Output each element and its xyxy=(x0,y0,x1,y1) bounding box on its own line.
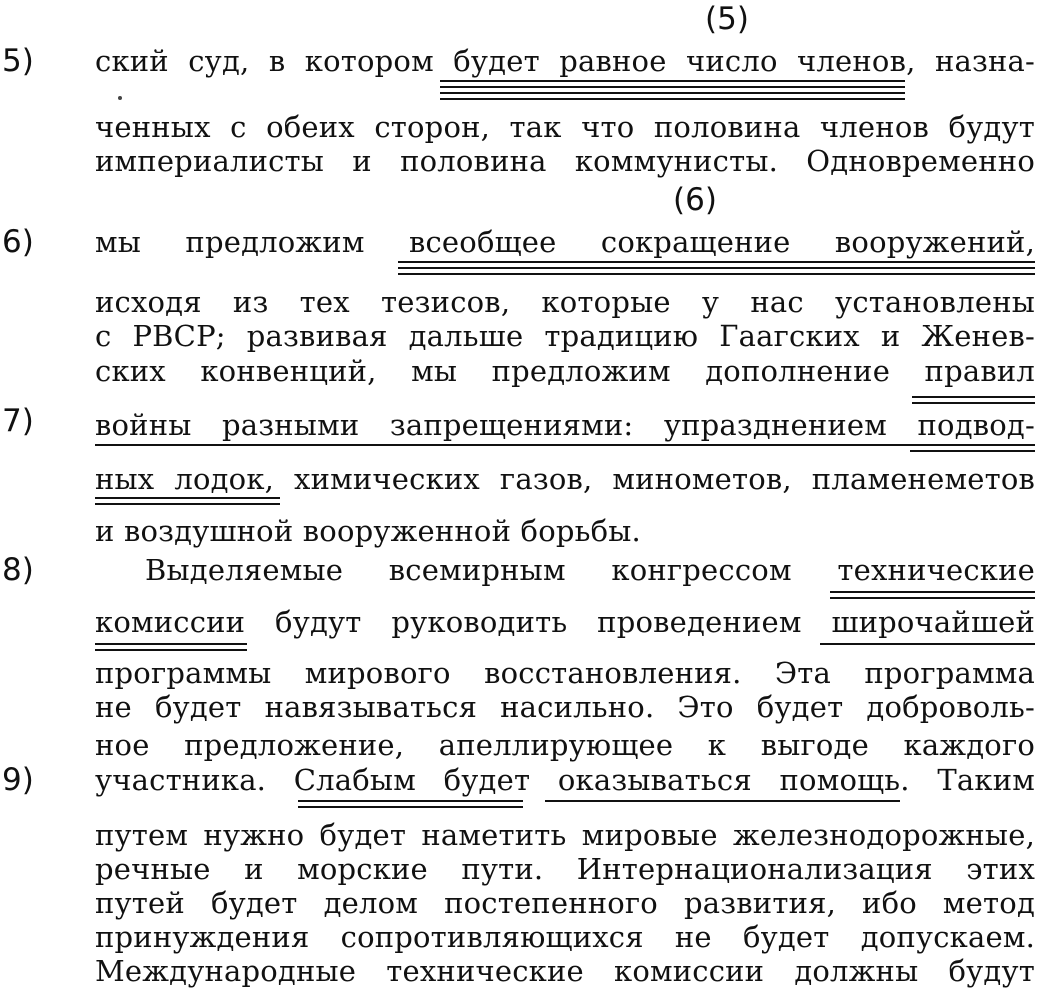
print-speck xyxy=(118,96,122,100)
text-line: с РВСР; развивая дальше традицию Гаагских и Женев- xyxy=(95,319,1035,353)
underline-9 xyxy=(298,806,523,808)
text-line: ских конвенций, мы предложим дополнение правил xyxy=(95,354,1035,388)
marker-6: (6) xyxy=(673,182,717,218)
underline-7 xyxy=(912,402,1035,404)
text-line: не будет навязываться насильно. Это будет доброволь- xyxy=(95,690,1035,724)
underline-8 xyxy=(95,643,247,645)
text-line: речные и морские пути. Интернационализация этих xyxy=(95,852,1035,886)
margin-number-7: 7) xyxy=(2,403,34,439)
text-line: империалисты и половина коммунисты. Одновременно xyxy=(95,144,1035,178)
underline-7 xyxy=(910,450,1035,452)
margin-number-8: 8) xyxy=(2,552,34,588)
underline-7 xyxy=(95,503,280,505)
text-line: войны разными запрещениями: упразднением подвод- xyxy=(95,408,1035,442)
underline-8 xyxy=(820,643,1035,645)
text-line: комиссии будут руководить проведением широчайшей xyxy=(95,605,1035,639)
underline-9 xyxy=(545,800,900,802)
underline-8 xyxy=(95,649,247,651)
text-line: участника. Слабым будет оказываться помощь. Таким xyxy=(95,763,1035,797)
underline-7 xyxy=(912,396,1035,398)
underline-8 xyxy=(830,597,1035,599)
underline-5 xyxy=(440,86,905,88)
text-line: Выделяемые всемирным конгрессом технические xyxy=(145,553,1035,587)
text-line: путей будет делом постепенного развития, ибо метод xyxy=(95,886,1035,920)
margin-number-6: 6) xyxy=(2,224,34,260)
text-line: и воздушной вооруженной борьбы. xyxy=(95,514,641,548)
underline-9 xyxy=(298,800,523,802)
underline-5 xyxy=(440,98,905,100)
text-line: ский суд, в котором будет равное число членов, назна- xyxy=(95,44,1035,78)
text-line: ных лодок, химических газов, минометов, пламенеметов xyxy=(95,462,1035,496)
underline-7 xyxy=(95,497,280,499)
underline-7 xyxy=(95,444,1035,446)
underline-5 xyxy=(440,92,905,94)
text-line: ченных с обеих сторон, так что половина членов будут xyxy=(95,110,1035,144)
text-line: принуждения сопротивляющихся не будет допускаем. xyxy=(95,920,1035,954)
marker-5: (5) xyxy=(705,1,749,37)
underline-6 xyxy=(398,273,1035,275)
margin-number-9: 9) xyxy=(2,762,34,798)
text-line: Международные технические комиссии должны будут xyxy=(95,954,1035,988)
underline-6 xyxy=(398,267,1035,269)
text-line: путем нужно будет наметить мировые железнодорожные, xyxy=(95,818,1035,852)
underline-5 xyxy=(440,80,905,82)
underline-8 xyxy=(830,591,1035,593)
text-line: исходя из тех тезисов, которые у нас установлены xyxy=(95,285,1035,319)
margin-number-5: 5) xyxy=(2,43,34,79)
text-line: ное предложение, апеллирующее к выгоде каждого xyxy=(95,728,1035,762)
text-line: мы предложим всеобщее сокращение вооружений, xyxy=(95,225,1035,259)
text-line: программы мирового восстановления. Эта программа xyxy=(95,656,1035,690)
underline-6 xyxy=(398,261,1035,263)
